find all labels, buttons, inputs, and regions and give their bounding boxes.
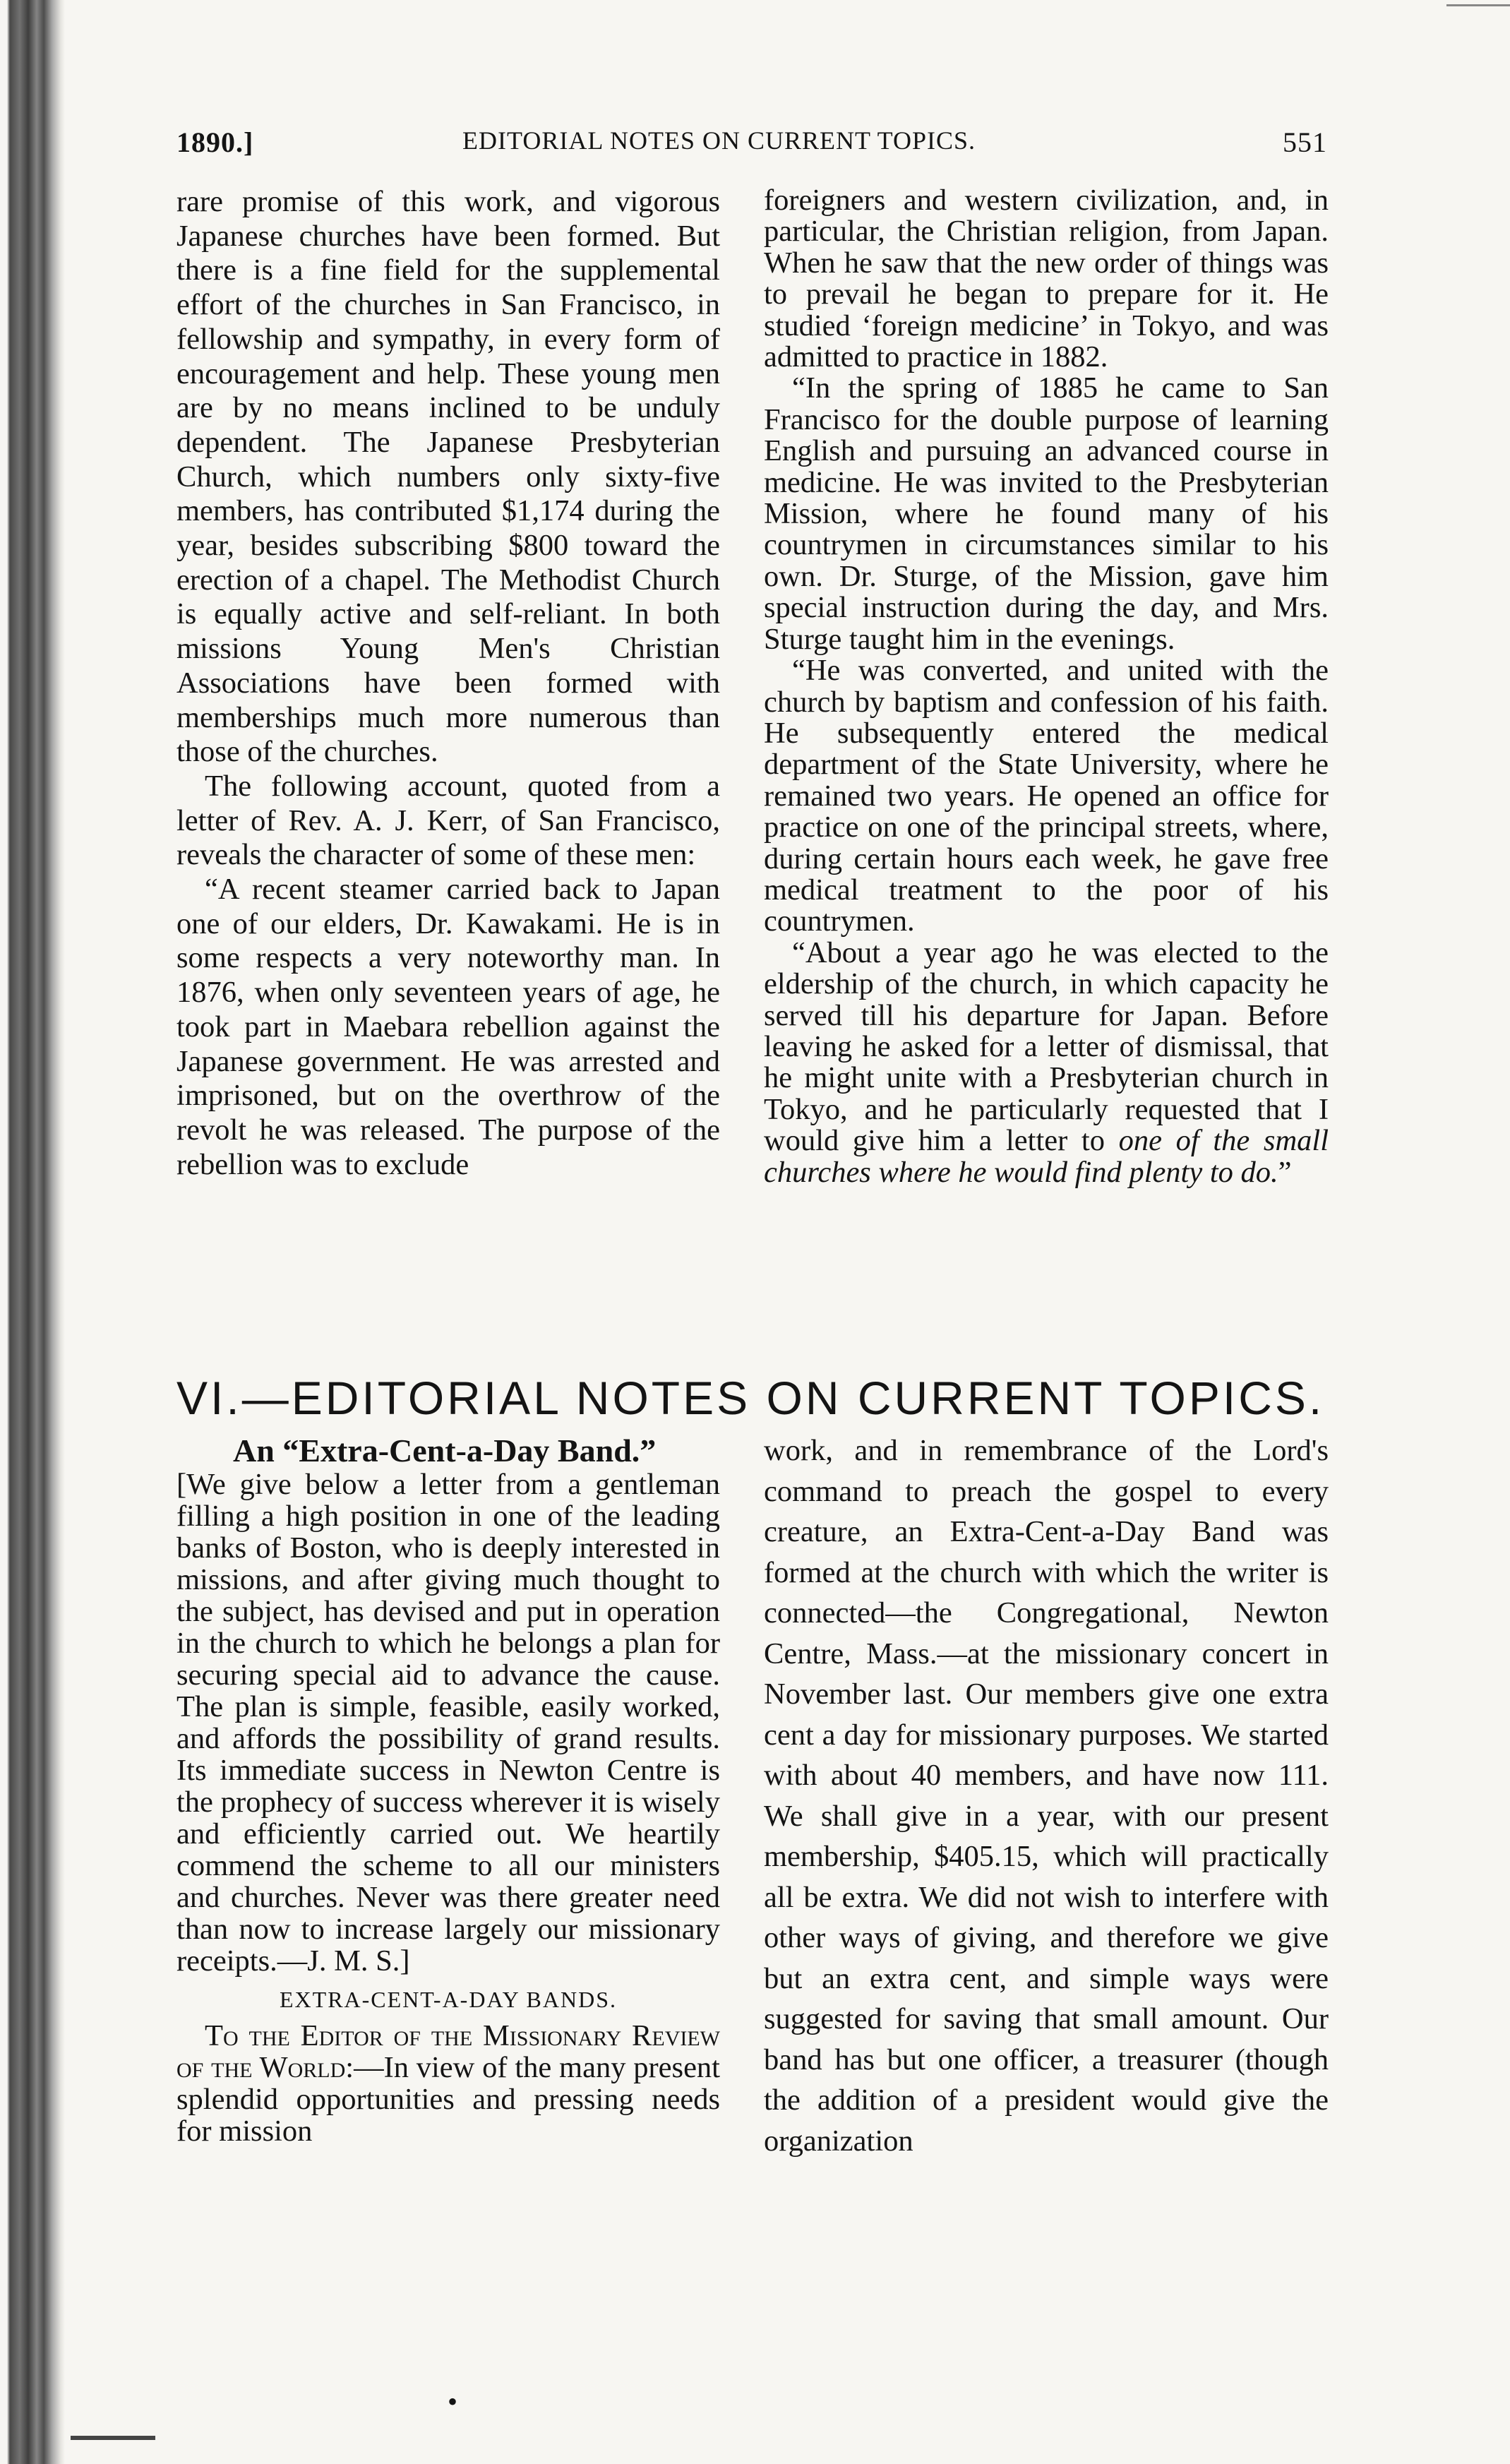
header-title: EDITORIAL NOTES ON CURRENT TOPICS. bbox=[462, 126, 976, 155]
running-header bbox=[176, 126, 1327, 175]
letter-text: —In view of the many present splendid opportunities and pressing needs for mission bbox=[176, 2051, 720, 2148]
scan-mark bbox=[1446, 4, 1510, 6]
scan-mark bbox=[71, 2436, 155, 2440]
article-subheading: An “Extra-Cent-a-Day Band.” bbox=[233, 1433, 657, 1469]
section-title: VI.—EDITORIAL NOTES ON CURRENT TOPICS. bbox=[176, 1372, 1325, 1424]
letter-heading: EXTRA-CENT-A-DAY BANDS. bbox=[279, 1987, 617, 2012]
top-left-column bbox=[176, 185, 720, 1343]
scanned-binding-edge bbox=[0, 0, 65, 2464]
top-right-column bbox=[764, 185, 1329, 1343]
paragraph bbox=[764, 935, 1329, 1189]
closing-quote: ” bbox=[1278, 1155, 1292, 1189]
bottom-right-column bbox=[764, 1430, 1329, 2384]
paragraph: foreigners and western civilization, and, in particular, the Christian religion, from Japan. When he saw that the new order of things was to prevail he began to prepare for it. He studied ‘foreign medicine’ in Tokyo, and was admitted to practice in 1882. bbox=[764, 185, 1329, 374]
italic-quote: one of the small churches where he would find plenty to do. bbox=[764, 1124, 1329, 1189]
paragraph: The following account, quoted from a letter of Rev. A. J. Kerr, of San Francisco, reveals the character of some of these men: bbox=[176, 769, 720, 872]
page-number: 551 bbox=[1283, 126, 1327, 158]
paragraph: “He was converted, and united with the church by baptism and confession of his faith. He subsequently entered the medical department of the State University, where he remained two years. He opened an office for practice on one of the principal streets, where, during certain hours each week, he gave free medical treatment to the poor of his countrymen. bbox=[764, 654, 1329, 938]
paragraph-text: “About a year ago he was elected to the eldership of the church, in which capacity he served till his departure for Japan. Before leaving he asked for a letter of dismissal, that he might unite with a Presbyterian church in Tokyo, and he particularly requested that I would give him a letter to bbox=[764, 935, 1329, 1158]
letter-opening bbox=[176, 2020, 720, 2147]
print-dot: • bbox=[448, 2386, 458, 2417]
header-year: 1890.] bbox=[176, 126, 254, 158]
paragraph: work, and in remembrance of the Lord's command to preach the gospel to every creature, an Extra-Cent-a-Day Band was formed at the church with which the writer is connected—the Congregational, Newton Centre, Mass.—at the missionary concert in November last. Our members give one extra cent a day for missionary purposes. We started with about 40 members, and have now 111. We shall give in a year, with our present membership, $405.15, which will practically all be extra. We did not wish to interfere with other ways of giving, and therefore we give but an extra cent, and simple ways were suggested for saving that small amount. Our band has but one officer, a treasurer (though the addition of a president would give the organization bbox=[764, 1434, 1329, 2158]
bottom-left-column bbox=[176, 1469, 720, 2379]
paragraph: “A recent steamer carried back to Japan one of our elders, Dr. Kawakami. He is in some respects a very noteworthy man. In 1876, when only seventeen years of age, he took part in Maebara rebellion against the Japanese government. He was arrested and imprisoned, but on the overthrow of the revolt he was released. The purpose of the rebellion was to exclude bbox=[176, 873, 720, 1181]
salutation: To the Editor of the Missionary Review of the World: bbox=[176, 2019, 720, 2084]
paragraph: “In the spring of 1885 he came to San Francisco for the double purpose of learning English and pursuing an advanced course in medicine. He was invited to the Presbyterian Mission, where he found many of his countrymen in circumstances similar to his own. Dr. Sturge, of the Mission, gave him special instruction during the day, and Mrs. Sturge taught him in the evenings. bbox=[764, 371, 1329, 656]
editor-intro: [We give below a letter from a gentleman filling a high position in one of the leading banks of Boston, who is deeply interested in missions, and after giving much thought to the subject, has devised and put in operation in the church to which he belongs a plan for securing special aid to advance the cause. The plan is simple, feasible, easily worked, and affords the possibility of grand results. Its immediate success in Newton Centre is the prophecy of success wherever it is wisely and efficiently carried out. We heartily commend the scheme to all our ministers and churches. Never was there greater need than now to increase largely our missionary receipts.—J. M. S.] bbox=[176, 1469, 720, 1978]
paragraph: rare promise of this work, and vigorous Japanese churches have been formed. But there is a fine field for the supplemental effort of the churches in San Francisco, in fellowship and sympathy, in every form of encouragement and help. These young men are by no means inclined to be unduly dependent. The Japanese Presbyterian Church, which numbers only sixty-five members, has contributed $1,174 during the year, besides subscribing $800 toward the erection of a chapel. The Methodist Church is equally active and self-reliant. In both missions Young Men's Christian Associations have been formed with memberships much more numerous than those of the churches. bbox=[176, 185, 720, 769]
